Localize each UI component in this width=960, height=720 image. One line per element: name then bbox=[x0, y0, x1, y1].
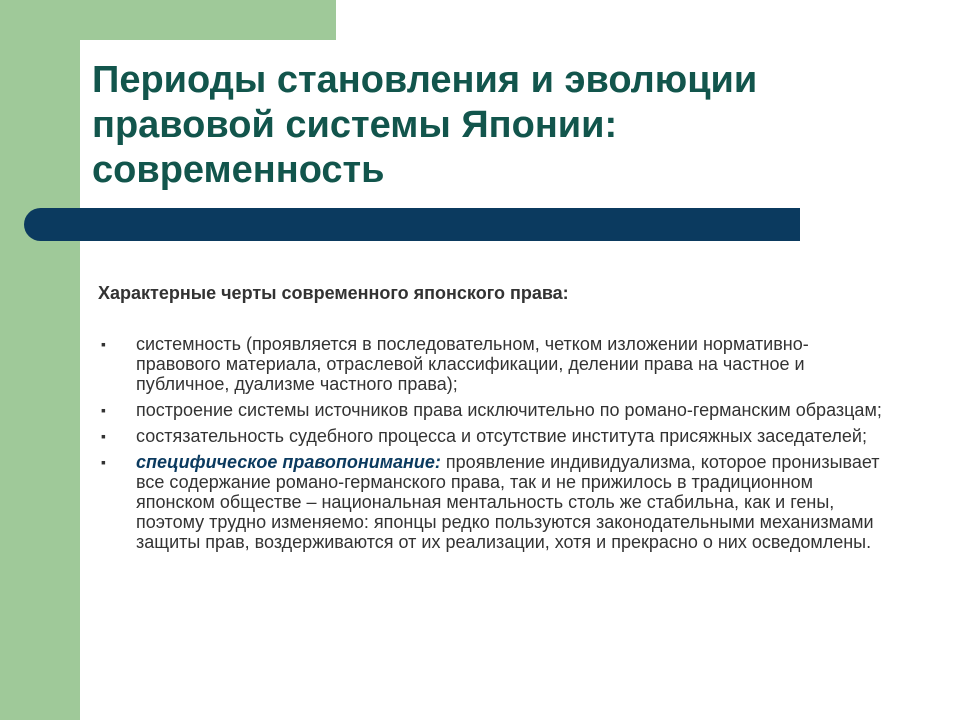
title-line: Периоды становления и эволюции bbox=[92, 59, 758, 101]
list-item-text: проявление индивидуализма, которое пронизывает все содержание романо-германского права, так и не прижилось в традиционном японском обществе – национальная ментальность столь же стабильна, как и гены, поэтому трудно изменяемо: японцы редко пользуются законодательными механизмами защиты прав, воздерживаются от их реализации, хотя и прекрасно о них осведомлены. bbox=[136, 452, 880, 552]
bullet-list bbox=[98, 334, 888, 552]
list-item-text: системность (проявляется в последовательном, четком изложении нормативно-правового материала, отраслевой классификации, делении права на частное и публичное, дуализме частного права); bbox=[136, 334, 809, 394]
square-bullet-icon: ▪ bbox=[101, 402, 106, 418]
square-bullet-icon: ▪ bbox=[101, 336, 106, 352]
square-bullet-icon: ▪ bbox=[101, 454, 106, 470]
title-line: правовой системы Японии: bbox=[92, 104, 618, 146]
title-divider-bar bbox=[24, 208, 800, 241]
slide-body bbox=[98, 283, 888, 558]
green-side-decoration bbox=[0, 0, 80, 720]
list-item bbox=[98, 452, 888, 552]
emphasis-term: специфическое правопонимание bbox=[136, 452, 435, 472]
green-top-decoration bbox=[80, 0, 336, 40]
title-line: современность bbox=[92, 149, 385, 191]
section-subtitle: Характерные черты современного японского права: bbox=[98, 283, 569, 303]
emphasis-separator: : bbox=[434, 452, 441, 472]
slide-title bbox=[92, 58, 912, 193]
square-bullet-icon: ▪ bbox=[101, 428, 106, 444]
list-item-text: построение системы источников права исключительно по романо-германским образцам; bbox=[136, 400, 882, 420]
list-item bbox=[98, 400, 888, 420]
list-item-text: состязательность судебного процесса и отсутствие института присяжных заседателей; bbox=[136, 426, 867, 446]
list-item bbox=[98, 426, 888, 446]
list-item bbox=[98, 334, 888, 394]
